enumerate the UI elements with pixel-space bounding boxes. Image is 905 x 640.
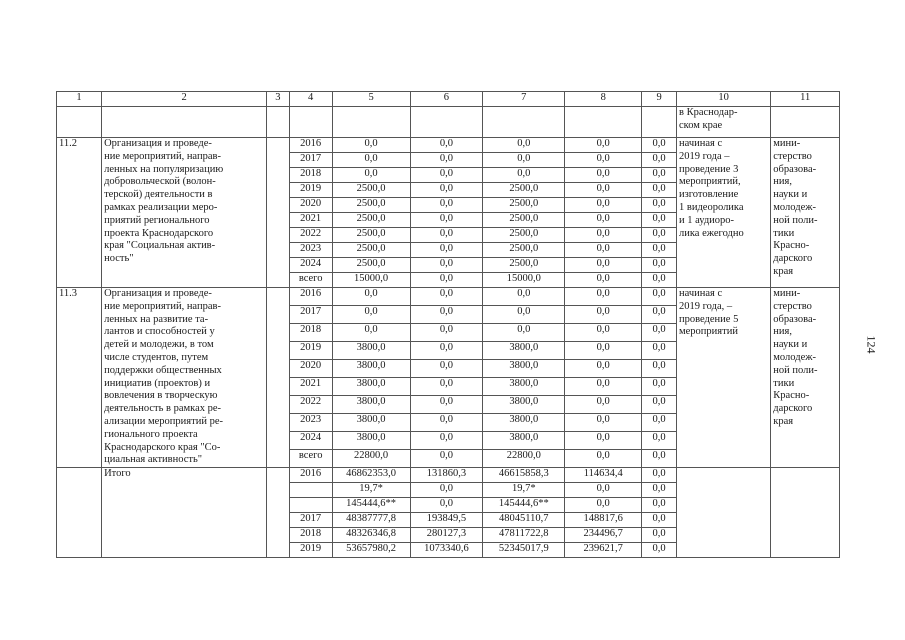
item-executor: мини- стерство образова- ния, науки и молодеж- ной поли- тики Красно- дарского края: [771, 138, 840, 288]
value-cell: 0,0: [410, 243, 483, 258]
value-cell: 0,0: [565, 228, 642, 243]
value-cell: 0,0: [483, 306, 565, 324]
value-cell: 0,0: [410, 414, 483, 432]
value-cell: 0,0: [483, 168, 565, 183]
value-cell: 47811722,8: [483, 528, 565, 543]
value-cell: 0,0: [565, 378, 642, 396]
value-cell: 0,0: [410, 396, 483, 414]
carryover-row: [57, 107, 840, 138]
value-cell: 3800,0: [483, 432, 565, 450]
value-cell: 2500,0: [483, 213, 565, 228]
value-cell: 0,0: [642, 396, 677, 414]
empty-cell: [565, 107, 642, 138]
value-cell: 0,0: [565, 450, 642, 468]
empty-cell: [771, 107, 840, 138]
value-cell: 0,0: [642, 243, 677, 258]
value-cell: 0,0: [642, 228, 677, 243]
value-cell: 46862353,0: [332, 468, 410, 483]
empty-cell: [267, 288, 290, 468]
empty-cell: [57, 107, 102, 138]
value-cell: 2500,0: [332, 183, 410, 198]
value-cell: 0,0: [410, 498, 483, 513]
value-cell: 0,0: [410, 342, 483, 360]
year-cell: 2024: [289, 432, 332, 450]
program-table: [56, 91, 840, 558]
value-cell: 0,0: [565, 258, 642, 273]
value-cell: 2500,0: [332, 228, 410, 243]
year-cell: 2020: [289, 198, 332, 213]
value-cell: 0,0: [642, 138, 677, 153]
value-cell: 0,0: [565, 138, 642, 153]
value-cell: 0,0: [642, 306, 677, 324]
value-cell: 0,0: [410, 324, 483, 342]
item-executor: мини- стерство образова- ния, науки и молодеж- ной поли- тики Красно- дарского края: [771, 288, 840, 468]
value-cell: 22800,0: [483, 450, 565, 468]
value-cell: 22800,0: [332, 450, 410, 468]
value-cell: 0,0: [483, 324, 565, 342]
value-cell: 0,0: [483, 288, 565, 306]
empty-cell: [57, 468, 102, 558]
value-cell: 0,0: [642, 198, 677, 213]
value-cell: 0,0: [410, 360, 483, 378]
value-cell: 0,0: [410, 306, 483, 324]
value-cell: 193849,5: [410, 513, 483, 528]
table-row: [57, 138, 840, 153]
value-cell: 0,0: [410, 378, 483, 396]
year-cell: 2019: [289, 183, 332, 198]
value-cell: 0,0: [483, 138, 565, 153]
page-number: 124: [864, 335, 879, 354]
value-cell: 3800,0: [483, 414, 565, 432]
value-cell: 3800,0: [332, 432, 410, 450]
empty-cell: [332, 107, 410, 138]
year-cell: 2019: [289, 543, 332, 558]
value-cell: 3800,0: [483, 360, 565, 378]
value-cell: 19,7*: [483, 483, 565, 498]
item-code: 11.2: [57, 138, 102, 288]
value-cell: 0,0: [410, 153, 483, 168]
empty-cell: [677, 468, 771, 558]
value-cell: 0,0: [642, 498, 677, 513]
value-cell: 53657980,2: [332, 543, 410, 558]
value-cell: 234496,7: [565, 528, 642, 543]
value-cell: 239621,7: [565, 543, 642, 558]
value-cell: 0,0: [565, 498, 642, 513]
value-cell: 0,0: [642, 468, 677, 483]
value-cell: 0,0: [565, 396, 642, 414]
value-cell: 0,0: [483, 153, 565, 168]
year-cell: 2016: [289, 138, 332, 153]
value-cell: 15000,0: [332, 273, 410, 288]
year-cell: 2021: [289, 378, 332, 396]
column-number-5: 5: [332, 92, 410, 107]
column-number-10: 10: [677, 92, 771, 107]
item-description: Организация и проведе- ние мероприятий, направ- ленных на популяризацию добровольческой (волон- терской) деятельности в рамках реализации меро- приятий регионального проекта Краснодарского края "Социальная актив- ность": [102, 138, 267, 288]
empty-cell: [642, 107, 677, 138]
item-description: Организация и проведе- ние мероприятий, направ- ленных на развитие та- лантов и способностей у детей и молодежи, в том числе студентов, путем поддержки общественных инициатив (проектов) и вовлечения в творческую деятельность в рамках ре- ализации мероприятий ре- гионального проекта Краснодарского края "Со- циальная активность": [102, 288, 267, 468]
year-cell: 2018: [289, 528, 332, 543]
value-cell: 3800,0: [332, 396, 410, 414]
value-cell: 0,0: [565, 342, 642, 360]
column-number-11: 11: [771, 92, 840, 107]
value-cell: 0,0: [565, 243, 642, 258]
value-cell: 0,0: [642, 360, 677, 378]
total-row: [57, 468, 840, 483]
value-cell: 0,0: [410, 450, 483, 468]
value-cell: 0,0: [565, 483, 642, 498]
value-cell: 0,0: [565, 273, 642, 288]
value-cell: 145444,6**: [332, 498, 410, 513]
empty-cell: [771, 468, 840, 558]
empty-cell: [102, 107, 267, 138]
value-cell: 3800,0: [332, 342, 410, 360]
value-cell: 0,0: [410, 273, 483, 288]
value-cell: 131860,3: [410, 468, 483, 483]
value-cell: 2500,0: [483, 228, 565, 243]
column-number-8: 8: [565, 92, 642, 107]
column-number-1: 1: [57, 92, 102, 107]
value-cell: 3800,0: [332, 414, 410, 432]
value-cell: 0,0: [332, 306, 410, 324]
carryover-note: в Краснодар- ском крае: [677, 107, 771, 138]
value-cell: 0,0: [565, 432, 642, 450]
column-number-7: 7: [483, 92, 565, 107]
value-cell: 15000,0: [483, 273, 565, 288]
value-cell: 52345017,9: [483, 543, 565, 558]
value-cell: 3800,0: [332, 378, 410, 396]
year-cell: 2017: [289, 306, 332, 324]
value-cell: 0,0: [565, 213, 642, 228]
value-cell: 3800,0: [483, 378, 565, 396]
value-cell: 1073340,6: [410, 543, 483, 558]
year-cell: 2018: [289, 168, 332, 183]
empty-cell: [410, 107, 483, 138]
value-cell: 3800,0: [332, 360, 410, 378]
header-row: [57, 92, 840, 107]
year-cell: 2019: [289, 342, 332, 360]
value-cell: 2500,0: [332, 198, 410, 213]
value-cell: 46615858,3: [483, 468, 565, 483]
value-cell: 0,0: [642, 432, 677, 450]
year-cell: [289, 483, 332, 498]
value-cell: 0,0: [642, 513, 677, 528]
year-cell: всего: [289, 450, 332, 468]
column-number-9: 9: [642, 92, 677, 107]
item-result: начиная с 2019 года, – проведение 5 мероприятий: [677, 288, 771, 468]
value-cell: 0,0: [565, 198, 642, 213]
value-cell: 280127,3: [410, 528, 483, 543]
value-cell: 0,0: [332, 324, 410, 342]
value-cell: 148817,6: [565, 513, 642, 528]
value-cell: 0,0: [332, 138, 410, 153]
value-cell: 0,0: [410, 168, 483, 183]
value-cell: 0,0: [642, 414, 677, 432]
year-cell: 2024: [289, 258, 332, 273]
year-cell: 2020: [289, 360, 332, 378]
value-cell: 0,0: [642, 543, 677, 558]
empty-cell: [267, 107, 290, 138]
value-cell: 0,0: [565, 414, 642, 432]
value-cell: 0,0: [410, 483, 483, 498]
value-cell: 0,0: [642, 528, 677, 543]
year-cell: 2022: [289, 228, 332, 243]
empty-cell: [483, 107, 565, 138]
value-cell: 0,0: [565, 324, 642, 342]
value-cell: 0,0: [565, 306, 642, 324]
value-cell: 0,0: [642, 273, 677, 288]
empty-cell: [267, 468, 290, 558]
value-cell: 0,0: [565, 183, 642, 198]
year-cell: 2016: [289, 468, 332, 483]
value-cell: 0,0: [565, 360, 642, 378]
value-cell: 0,0: [410, 288, 483, 306]
column-number-2: 2: [102, 92, 267, 107]
value-cell: 0,0: [410, 138, 483, 153]
value-cell: 0,0: [642, 378, 677, 396]
item-code: 11.3: [57, 288, 102, 468]
year-cell: 2023: [289, 243, 332, 258]
empty-cell: [289, 107, 332, 138]
year-cell: 2018: [289, 324, 332, 342]
value-cell: 0,0: [410, 198, 483, 213]
value-cell: 114634,4: [565, 468, 642, 483]
year-cell: 2021: [289, 213, 332, 228]
value-cell: 48326346,8: [332, 528, 410, 543]
year-cell: 2017: [289, 153, 332, 168]
value-cell: 0,0: [410, 228, 483, 243]
value-cell: 2500,0: [483, 258, 565, 273]
year-cell: всего: [289, 273, 332, 288]
value-cell: 0,0: [642, 342, 677, 360]
value-cell: 0,0: [642, 153, 677, 168]
year-cell: 2017: [289, 513, 332, 528]
value-cell: 145444,6**: [483, 498, 565, 513]
column-number-6: 6: [410, 92, 483, 107]
value-cell: 0,0: [410, 213, 483, 228]
value-cell: 0,0: [410, 258, 483, 273]
value-cell: 0,0: [410, 432, 483, 450]
value-cell: 0,0: [642, 288, 677, 306]
empty-cell: [267, 138, 290, 288]
value-cell: 0,0: [565, 168, 642, 183]
year-cell: [289, 498, 332, 513]
value-cell: 48387777,8: [332, 513, 410, 528]
column-number-4: 4: [289, 92, 332, 107]
value-cell: 2500,0: [332, 258, 410, 273]
value-cell: 0,0: [642, 483, 677, 498]
value-cell: 0,0: [642, 450, 677, 468]
value-cell: 2500,0: [332, 213, 410, 228]
value-cell: 0,0: [332, 288, 410, 306]
value-cell: 0,0: [642, 258, 677, 273]
value-cell: 0,0: [642, 213, 677, 228]
value-cell: 2500,0: [483, 243, 565, 258]
year-cell: 2016: [289, 288, 332, 306]
value-cell: 0,0: [565, 288, 642, 306]
value-cell: 48045110,7: [483, 513, 565, 528]
value-cell: 0,0: [565, 153, 642, 168]
value-cell: 19,7*: [332, 483, 410, 498]
value-cell: 2500,0: [332, 243, 410, 258]
value-cell: 0,0: [332, 168, 410, 183]
table-row: [57, 288, 840, 306]
value-cell: 0,0: [332, 153, 410, 168]
year-cell: 2023: [289, 414, 332, 432]
value-cell: 3800,0: [483, 342, 565, 360]
value-cell: 2500,0: [483, 198, 565, 213]
value-cell: 2500,0: [483, 183, 565, 198]
item-result: начиная с 2019 года – проведение 3 мероприятий, изготовление 1 видеоролика и 1 аудиоро- лика ежегодно: [677, 138, 771, 288]
value-cell: 0,0: [642, 183, 677, 198]
value-cell: 0,0: [642, 168, 677, 183]
year-cell: 2022: [289, 396, 332, 414]
value-cell: 0,0: [642, 324, 677, 342]
total-label: Итого: [102, 468, 267, 558]
column-number-3: 3: [267, 92, 290, 107]
value-cell: 0,0: [410, 183, 483, 198]
value-cell: 3800,0: [483, 396, 565, 414]
